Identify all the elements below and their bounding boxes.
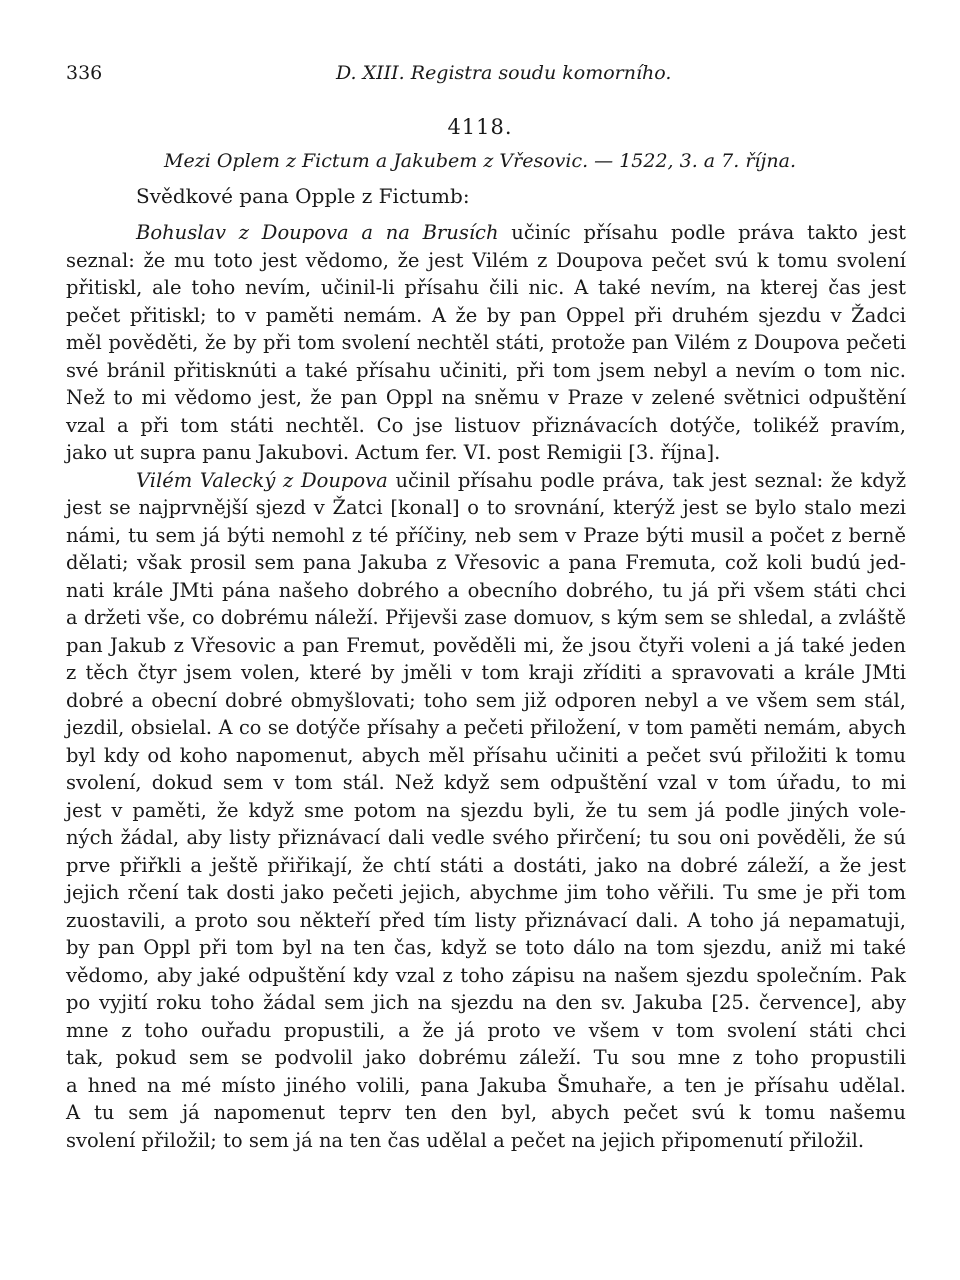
body-text: [66, 219, 906, 1154]
document-number: 4118.: [447, 115, 513, 139]
text-line: přitiskl, ale toho nevím, učinil-li přísahu čili nic. A také nevím, na kterej čas jest: [66, 276, 906, 299]
text-line: po vyjití roku toho žádal sem jich na sjezdu na den sv. Jakuba [25. července], aby: [66, 991, 906, 1014]
text-line: jako ut supra panu Jakubovi. Actum fer. VI. post Remigii [3. října].: [66, 441, 721, 464]
text-line: jest se najprvnější sjezd v Žatci [konal] o to srovnání, kterýž jest se bylo stalo mezi: [66, 496, 906, 519]
text-line: jest v paměti, že když sme potom na sjezdu byli, že tu sem já podle jiných vole-: [66, 798, 906, 822]
text-line: a držeti vše, co dobrému náleží. Přijevši zase domuov, s kým sem se shledal, a zvláště: [66, 606, 906, 629]
text-line: a hned na mé místo jiného volili, pana Jakuba Šmuhaře, a ten je přísahu udělal.: [66, 1073, 906, 1097]
text-line: jejich rčení tak dosti jako pečeti jejich, abychme jim toho věřili. Tu sme je při tom: [66, 881, 906, 904]
document-heading: Mezi Oplem z Fictum a Jakubem z Vřesovic. — 1522, 3. a 7. října.: [164, 150, 796, 172]
text-line: vědomo, aby jaké odpuštění kdy vzal z toho zápisu na našem sjezdu společním. Pak: [66, 963, 906, 987]
witnesses-intro: Svědkové pana Opple z Fictumb:: [136, 184, 470, 208]
text-line: prve přiřkli a ještě přiřikají, že chtí státi a dostáti, jako na dobré záleží, a že jest: [66, 853, 906, 877]
running-head: [66, 62, 906, 88]
line-text: učiníc přísahu podle práva takto jest: [511, 221, 906, 244]
text-line: vzal a při tom státi nechtěl. Co jse listuov přiznávacích dotýče, tolikéž pravím,: [66, 413, 906, 437]
text-line: tak, pokud sem se podvolil jako dobrému záleží. Tu sou mne z toho propustili: [66, 1046, 906, 1069]
text-line: nati krále JMti pána našeho dobrého a obecního dobrého, tu já při všem státi chci: [66, 578, 906, 602]
text-line: měl pověděti, že by při tom svolení nechtěl státi, protože pan Vilém z Doupova pečeti: [66, 331, 906, 354]
witness-name: Bohuslav z Doupova a na Brusích: [136, 221, 499, 244]
text-line: [66, 467, 906, 495]
text-line: byl kdy od koho napomenut, abych měl přísahu učiniti a pečet svú přiložiti k tomu: [66, 743, 906, 767]
text-line: svolení přiložil; to sem já na ten čas udělal a pečet na jejich připomenutí přiložil.: [66, 1128, 865, 1152]
text-line: pan Jakub z Vřesovic a pan Fremut, pověděli mi, že jsou čtyři voleni a já také jeden: [66, 633, 906, 657]
text-line: Než to mi vědomo jest, že pan Oppl na sněmu v Praze v zelené světnici odpuštění: [66, 386, 906, 409]
text-line: seznal: že mu toto jest vědomo, že jest Vilém z Doupova pečet svú k tomu svolení: [66, 248, 906, 272]
text-line: ných žádal, aby listy přiznávací dali vedle svého přirčení; tu sou oni pověděli, že sú: [66, 826, 906, 849]
running-title: D. XIII. Registra soudu komorního.: [336, 62, 672, 84]
text-line: z těch čtyr jsem volen, které by jměli v tom kraji zříditi a spravovati a krále JMti: [66, 661, 906, 684]
text-line: mne z toho ouřadu propustili, a že já proto ve všem v tom svolení státi chci: [66, 1018, 906, 1042]
text-line: zuostavili, a proto sou někteří před tím listy přiznávací dali. A toho já nepamatuji,: [66, 908, 906, 932]
text-line: svolení, dokud sem v tom stál. Než když sem odpuštění vzal v tom úřadu, to mi: [66, 771, 906, 794]
text-line: by pan Oppl při tom byl na ten čas, když se toto dálo na tom sjezdu, aniž mi také: [66, 936, 906, 959]
text-line: námi, tu sem já býti nemohl z té příčiny, neb sem v Praze býti musil a počet z berně: [66, 523, 906, 547]
witness-name: Vilém Valecký z Doupova: [136, 468, 388, 492]
text-line: jezdil, obsielal. A co se dotýče přísahy a pečeti přiložení, v tom paměti nemám, abych: [66, 716, 906, 739]
text-line: dobré a obecní dobré obmyšlovati; toho sem již odporen nebyl a ve všem sem stál,: [66, 688, 906, 712]
page-number: 336: [66, 62, 103, 84]
text-line: dělati; však prosil sem pana Jakuba z Vřesovic a pana Fremuta, což koli budú jed-: [66, 551, 906, 574]
text-line: A tu sem já napomenut teprv ten den byl, abych pečet svú k tomu našemu: [66, 1101, 906, 1124]
text-line: své bránil přitisknúti a také přísahu učiniti, při tom jsem nebyl a nevím o tom nic.: [66, 358, 906, 382]
text-line: pečet přitiskl; to v paměti nemám. A že by pan Oppel při druhém sjezdu v Žadci: [66, 303, 906, 327]
line-text: učinil přísahu podle práva, tak jest seznal: že když: [395, 468, 906, 492]
text-line: [66, 219, 906, 247]
